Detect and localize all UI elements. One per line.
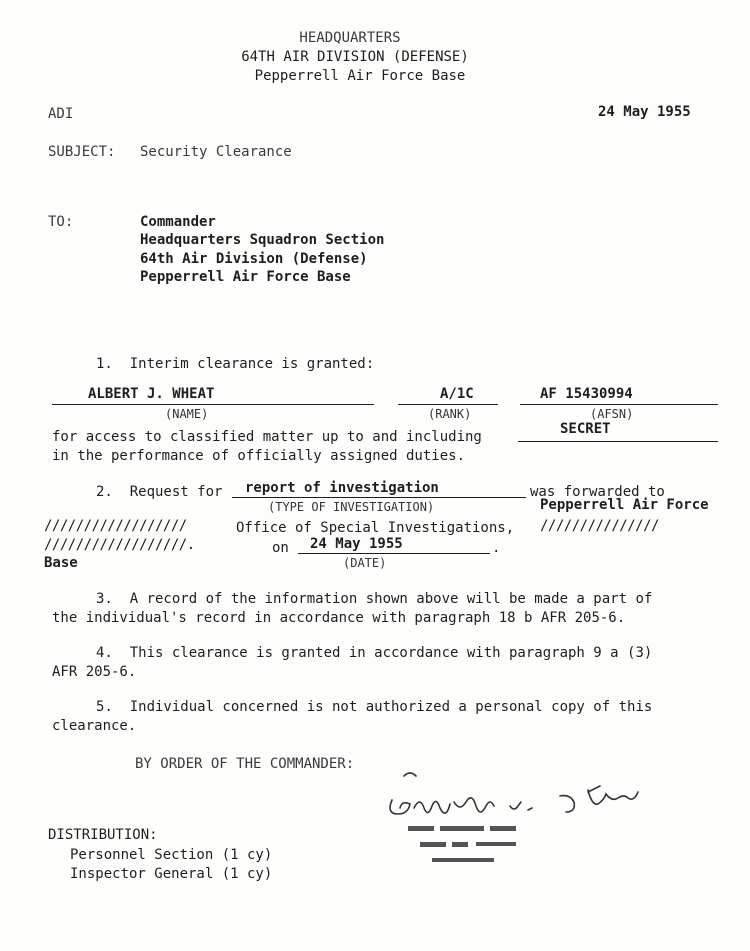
para4-line-2: AFR 205-6. <box>52 664 137 680</box>
header-line-2: 64TH AIR DIVISION (DEFENSE) <box>241 49 469 65</box>
distribution-item: Personnel Section (1 cy) <box>70 847 273 863</box>
para1-line-2: in the performance of officially assigned duties. <box>52 448 466 464</box>
afsn-label: (AFSN) <box>590 407 634 421</box>
clearance-level: SECRET <box>560 421 611 437</box>
forwarded-date: 24 May 1955 <box>310 536 403 552</box>
to-line-2: Headquarters Squadron Section <box>140 232 385 248</box>
investigation-type: report of investigation <box>245 480 439 496</box>
forwarding-agency: Pepperrell Air Force <box>540 497 709 513</box>
para2-base: Base <box>44 555 78 571</box>
cleared-rank: A/1C <box>440 386 474 402</box>
para5-line-1: 5. Individual concerned is not authorized a personal copy of this <box>96 699 653 715</box>
date-period: . <box>492 540 501 556</box>
para4-line-1: 4. This clearance is granted in accordance with paragraph 9 a (3) <box>96 645 653 661</box>
distribution-label: DISTRIBUTION: <box>48 827 158 843</box>
para5-line-2: clearance. <box>52 718 137 734</box>
memo-date: 24 May 1955 <box>598 104 691 120</box>
to-line-4: Pepperrell Air Force Base <box>140 269 351 285</box>
rank-label: (RANK) <box>428 407 472 421</box>
signature-stamp <box>408 826 516 862</box>
para2-on: on <box>272 540 289 556</box>
para1-intro: 1. Interim clearance is granted: <box>96 356 375 372</box>
to-line-1: Commander <box>140 214 216 230</box>
para3-line-2: the individual's record in accordance with paragraph 18 b AFR 205-6. <box>52 610 626 626</box>
date-label: (DATE) <box>343 556 387 570</box>
para2-forwarded: was forwarded to <box>530 484 665 500</box>
investigation-label: (TYPE OF INVESTIGATION) <box>268 500 435 514</box>
strikeout-1: ////////////////// <box>44 518 187 534</box>
osi-office: Office of Special Investigations, <box>236 520 515 536</box>
para3-line-1: 3. A record of the information shown above will be made a part of <box>96 591 653 607</box>
cleared-name: ALBERT J. WHEAT <box>88 386 215 402</box>
handwritten-signature <box>390 773 638 814</box>
strikeout-3: //////////////////. <box>44 537 195 553</box>
cleared-afsn: AF 15430994 <box>540 386 633 402</box>
distribution-item: Inspector General (1 cy) <box>70 866 273 882</box>
subject-label: SUBJECT: <box>48 144 116 160</box>
to-label: TO: <box>48 214 74 230</box>
name-label: (NAME) <box>165 407 209 421</box>
header-line-1: HEADQUARTERS <box>299 30 401 46</box>
office-symbol: ADI <box>48 106 74 122</box>
header-line-3: Pepperrell Air Force Base <box>254 68 466 84</box>
strikeout-2: /////////////// <box>540 518 659 534</box>
to-line-3: 64th Air Division (Defense) <box>140 251 368 267</box>
order-line: BY ORDER OF THE COMMANDER: <box>135 756 355 772</box>
subject-text: Security Clearance <box>140 144 292 160</box>
para1-line-1: for access to classified matter up to and including <box>52 429 482 445</box>
para2-lead: 2. Request for <box>96 484 223 500</box>
